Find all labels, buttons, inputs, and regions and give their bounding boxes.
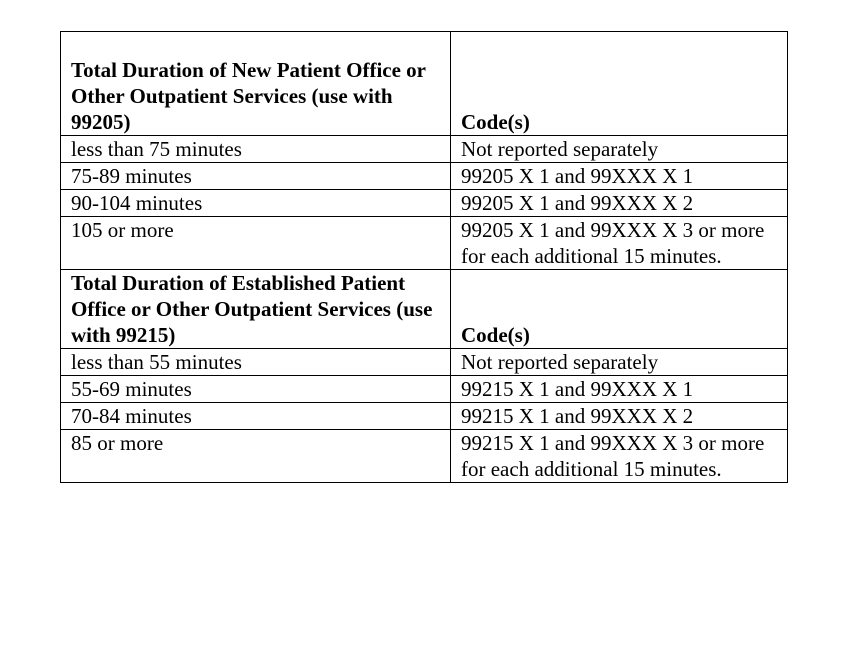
codes-cell: Not reported separately — [451, 136, 788, 163]
table-row — [61, 376, 788, 403]
duration-cell: less than 55 minutes — [61, 349, 451, 376]
codes-cell: 99215 X 1 and 99XXX X 3 or more for each additional 15 minutes. — [451, 430, 788, 483]
duration-header — [61, 270, 451, 349]
codes-cell: 99205 X 1 and 99XXX X 2 — [451, 190, 788, 217]
duration-cell: less than 75 minutes — [61, 136, 451, 163]
table-row — [61, 163, 788, 190]
code-header-text: Code(s) — [461, 323, 530, 347]
codes-cell: 99215 X 1 and 99XXX X 1 — [451, 376, 788, 403]
table-row — [61, 217, 788, 270]
code-header — [451, 32, 788, 136]
duration-header-text: Total Duration of New Patient Office or Other Outpatient Services (use with 99205) — [71, 58, 426, 134]
duration-cell: 90-104 minutes — [61, 190, 451, 217]
duration-header-text: Total Duration of Established Patient Office or Other Outpatient Services (use with 99215) — [71, 271, 433, 347]
table-row — [61, 190, 788, 217]
duration-cell: 75-89 minutes — [61, 163, 451, 190]
code-header-text: Code(s) — [461, 110, 530, 134]
table-row — [61, 349, 788, 376]
codes-cell: 99215 X 1 and 99XXX X 2 — [451, 403, 788, 430]
duration-cell: 55-69 minutes — [61, 376, 451, 403]
code-duration-table — [60, 31, 788, 483]
codes-cell: 99205 X 1 and 99XXX X 3 or more for each additional 15 minutes. — [451, 217, 788, 270]
table-row — [61, 403, 788, 430]
code-header — [451, 270, 788, 349]
section-header-row — [61, 32, 788, 136]
table-row — [61, 430, 788, 483]
section-header-row — [61, 270, 788, 349]
duration-cell: 85 or more — [61, 430, 451, 483]
codes-cell: Not reported separately — [451, 349, 788, 376]
table-row — [61, 136, 788, 163]
codes-cell: 99205 X 1 and 99XXX X 1 — [451, 163, 788, 190]
duration-header — [61, 32, 451, 136]
duration-cell: 105 or more — [61, 217, 451, 270]
duration-cell: 70-84 minutes — [61, 403, 451, 430]
